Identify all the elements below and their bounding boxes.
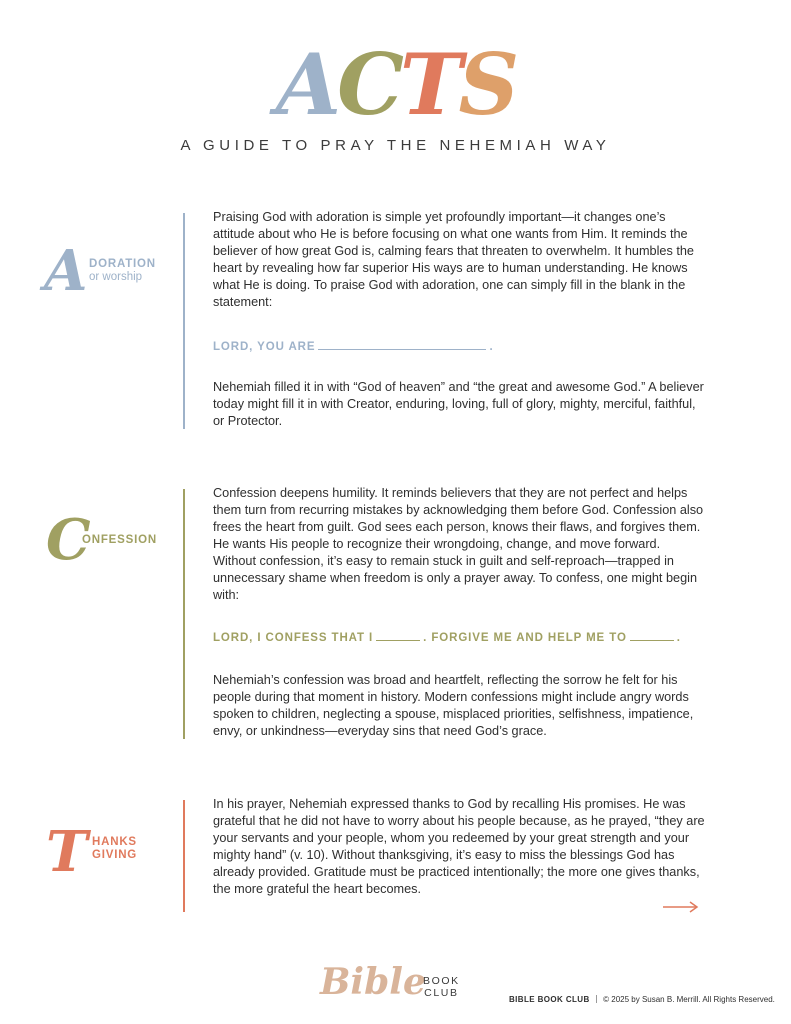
confession-prompt <box>213 632 681 644</box>
title-letter-t: T <box>399 35 459 134</box>
confession-prompt-text-b: . FORGIVE ME AND HELP ME TO <box>423 632 627 644</box>
adoration-paragraph-2: Nehemiah filled it in with “God of heaven” and “the great and awesome God.” A believer today might fill it in with Creator, enduring, loving, full of glory, mighty, merciful, faithful, or Protector. <box>213 380 704 428</box>
confession-prompt-end: . <box>676 632 681 644</box>
adoration-initial: A <box>44 238 88 304</box>
title-letter-a: A <box>275 35 338 134</box>
confession-label <box>46 507 186 573</box>
page-title <box>0 35 791 134</box>
thanksgiving-divider <box>183 800 185 912</box>
confession-initial: C <box>46 507 91 573</box>
confession-divider <box>183 489 185 739</box>
adoration-label <box>44 238 184 304</box>
adoration-sub: or worship <box>89 271 143 283</box>
adoration-prompt-text: LORD, YOU ARE <box>213 341 316 353</box>
title-letter-s: S <box>458 35 516 134</box>
logo-book-club <box>423 975 460 999</box>
confession-blank-2 <box>630 640 674 641</box>
thanksgiving-paragraph-1: In his prayer, Nehemiah expressed thanks to God by recalling His promises. He was grateful that he did not have to worry about his people because, as he prayed, “they are your servants and your people, whom you redeemed by your great strength and your mighty hand” (v. 10). Without thanksgiving, it’s easy to miss the blessings God has already provided. Gratitude must be practiced intentionally; the more one gives thanks, the more grateful the heart becomes. <box>213 797 705 896</box>
confession-paragraph-2: Nehemiah’s confession was broad and heartfelt, reflecting the sorrow he felt for his people during that moment in history. Modern confessions might include angry words spoken to children, neglecting a spouse, misplaced priorities, selfishness, impatience, envy, or unkindness—everyday sins that need God’s grace. <box>213 673 694 738</box>
next-page-arrow-icon[interactable] <box>662 900 700 914</box>
footer-logo <box>320 962 480 1006</box>
thanksgiving-initial: T <box>46 819 88 885</box>
confession-word: ONFESSION <box>82 534 157 546</box>
page-subtitle: A GUIDE TO PRAY THE NEHEMIAH WAY <box>180 137 611 154</box>
copyright-separator <box>596 995 597 1003</box>
confession-blank-1 <box>376 640 420 641</box>
adoration-word: DORATION <box>89 258 156 270</box>
adoration-divider <box>183 213 185 429</box>
adoration-paragraph-1: Praising God with adoration is simple yet profoundly important—it changes one’s attitude about who He is before focusing on what one wants from Him. It reminds the believer of how great God is, calming fears that threaten to overwhelm. It humbles the heart by revealing how far superior His ways are to human understanding. He knows what He is doing. To praise God with adoration, one can simply fill in the blank in the statement: <box>213 210 694 309</box>
logo-club: CLUB <box>424 987 459 999</box>
copyright-org: BIBLE BOOK CLUB <box>509 995 590 1004</box>
adoration-prompt-end: . <box>489 341 494 353</box>
thanksgiving-label <box>46 819 186 885</box>
logo-book: BOOK <box>423 975 460 987</box>
confession-paragraph-1: Confession deepens humility. It reminds believers that they are not perfect and helps them turn from recurring mistakes by acknowledging them before God. Confession also frees the heart from guilt. God sees each person, knows their flaws, and forgives them. He wants His people to recognize their wrongdoing, change, and move forward. Without confession, it’s easy to remain stuck in guilt and self-reproach—trapped in unnecessary shame when freedom is only a prayer away. To confess, one might begin with: <box>213 486 704 602</box>
logo-bible: Bible <box>320 961 426 1003</box>
adoration-prompt <box>213 341 494 353</box>
copyright <box>509 995 775 1004</box>
confession-prompt-text-a: LORD, I CONFESS THAT I <box>213 632 374 644</box>
copyright-text: © 2025 by Susan B. Merrill. All Rights Reserved. <box>603 995 775 1004</box>
thanksgiving-word-1: HANKS <box>92 836 137 848</box>
thanksgiving-word-2: GIVING <box>92 849 138 861</box>
title-letter-c: C <box>337 35 400 134</box>
adoration-blank <box>318 349 486 350</box>
